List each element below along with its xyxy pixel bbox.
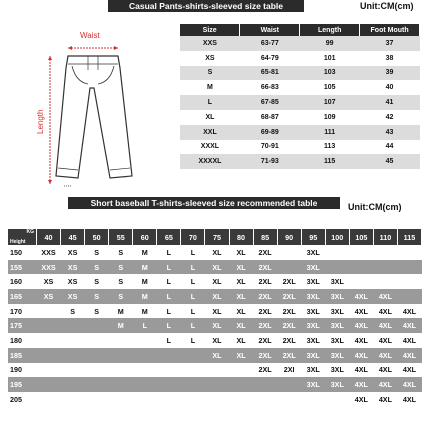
size-cell: XL: [205, 304, 229, 319]
size-cell: [373, 274, 397, 289]
table-cell: XXXXL: [180, 154, 240, 169]
table-row: [8, 289, 422, 304]
size-cell: [277, 260, 301, 275]
size-cell: 4XL: [349, 333, 373, 348]
table-cell: 39: [360, 66, 420, 81]
size-cell: M: [133, 245, 157, 260]
weight-header-cell: 85: [253, 229, 277, 245]
table-cell: 68-87: [240, 110, 300, 125]
size-cell: [229, 392, 253, 407]
size-cell: [157, 392, 181, 407]
size-cell: [37, 363, 61, 378]
size-cell: 2XI: [277, 363, 301, 378]
size-cell: S: [109, 274, 133, 289]
size-cell: XS: [37, 289, 61, 304]
size-cell: XL: [205, 348, 229, 363]
size-cell: 4XL: [373, 392, 397, 407]
size-cell: [349, 260, 373, 275]
size-cell: [37, 348, 61, 363]
table-cell: 103: [300, 66, 360, 81]
weight-header-cell: 70: [181, 229, 205, 245]
size-cell: L: [133, 318, 157, 333]
size-cell: S: [61, 304, 85, 319]
size-cell: [397, 260, 421, 275]
size-cell: [85, 318, 109, 333]
size-cell: 3XL: [301, 274, 325, 289]
height-cell: 165: [8, 289, 37, 304]
size-cell: S: [85, 274, 109, 289]
height-cell: 190: [8, 363, 37, 378]
size-cell: 3XL: [325, 304, 349, 319]
size-cell: [397, 289, 421, 304]
size-cell: [37, 318, 61, 333]
size-cell: 4XL: [397, 304, 421, 319]
size-cell: 4XL: [397, 318, 421, 333]
size-cell: [397, 245, 421, 260]
size-cell: XL: [229, 260, 253, 275]
pants-header-cell: Size: [180, 24, 240, 36]
size-cell: XS: [61, 260, 85, 275]
size-cell: L: [181, 318, 205, 333]
size-cell: S: [85, 289, 109, 304]
length-label: Length: [36, 109, 45, 134]
table-row: [8, 245, 422, 260]
size-cell: 2XL: [253, 333, 277, 348]
height-cell: 195: [8, 377, 37, 392]
size-cell: 4XL: [397, 392, 421, 407]
table-row: [8, 260, 422, 275]
size-cell: [37, 304, 61, 319]
size-cell: 2XL: [253, 318, 277, 333]
size-cell: L: [157, 274, 181, 289]
size-cell: 4XL: [349, 377, 373, 392]
size-cell: [157, 363, 181, 378]
size-cell: 2XL: [253, 245, 277, 260]
kg-label: KG: [26, 229, 34, 235]
height-cell: 155: [8, 260, 37, 275]
size-cell: XL: [205, 245, 229, 260]
size-cell: [37, 333, 61, 348]
size-cell: 4XL: [397, 377, 421, 392]
size-cell: XL: [205, 333, 229, 348]
pants-size-table-header: [180, 24, 420, 36]
table-row: [8, 363, 422, 378]
table-row: [180, 125, 420, 140]
height-cell: 205: [8, 392, 37, 407]
size-cell: 3XL: [301, 318, 325, 333]
weight-header-cell: 55: [109, 229, 133, 245]
pants-header-cell: Length: [300, 24, 360, 36]
size-cell: L: [181, 260, 205, 275]
size-cell: XS: [61, 274, 85, 289]
size-cell: S: [85, 304, 109, 319]
weight-header-cell: 50: [85, 229, 109, 245]
height-cell: 160: [8, 274, 37, 289]
table-cell: 41: [360, 95, 420, 110]
weight-header-cell: 110: [373, 229, 397, 245]
height-cell: 185: [8, 348, 37, 363]
table-cell: 64-79: [240, 51, 300, 66]
table-cell: XXL: [180, 125, 240, 140]
size-cell: 3XL: [301, 289, 325, 304]
size-cell: [181, 363, 205, 378]
table-cell: 63-77: [240, 36, 300, 51]
size-cell: [205, 363, 229, 378]
table-cell: 99: [300, 36, 360, 51]
size-cell: [133, 392, 157, 407]
size-cell: M: [109, 304, 133, 319]
table-cell: 111: [300, 125, 360, 140]
size-cell: [109, 392, 133, 407]
table-row: [8, 348, 422, 363]
size-cell: 3XL: [325, 333, 349, 348]
table-row: [180, 154, 420, 169]
table-row: [8, 318, 422, 333]
height-cell: 175: [8, 318, 37, 333]
size-cell: 4XL: [373, 377, 397, 392]
size-cell: S: [85, 245, 109, 260]
size-cell: [109, 333, 133, 348]
weight-header-cell: 80: [229, 229, 253, 245]
recommended-size-table: [8, 229, 422, 407]
size-cell: [37, 392, 61, 407]
size-cell: 2XL: [277, 333, 301, 348]
size-cell: XS: [61, 289, 85, 304]
size-cell: 4XL: [373, 363, 397, 378]
size-cell: 2XL: [253, 260, 277, 275]
table-row: [8, 274, 422, 289]
size-cell: XL: [229, 245, 253, 260]
size-cell: XL: [229, 318, 253, 333]
size-cell: [61, 318, 85, 333]
weight-header-cell: 75: [205, 229, 229, 245]
size-cell: 3XL: [325, 363, 349, 378]
size-cell: 4XL: [373, 333, 397, 348]
weight-header-cell: 40: [37, 229, 61, 245]
size-cell: [325, 245, 349, 260]
size-cell: XL: [229, 333, 253, 348]
size-cell: 2XL: [253, 348, 277, 363]
size-cell: 4XL: [397, 333, 421, 348]
table-row: [180, 95, 420, 110]
weight-header-cell: 45: [61, 229, 85, 245]
table-cell: 70-91: [240, 140, 300, 155]
table-cell: 45: [360, 154, 420, 169]
size-cell: 4XL: [349, 304, 373, 319]
table-row: [180, 140, 420, 155]
size-cell: L: [181, 304, 205, 319]
size-cell: 3XL: [301, 260, 325, 275]
size-cell: M: [133, 260, 157, 275]
size-cell: 4XL: [349, 392, 373, 407]
size-cell: [109, 363, 133, 378]
size-cell: [61, 333, 85, 348]
size-cell: 3XL: [325, 348, 349, 363]
size-cell: [61, 363, 85, 378]
size-cell: 3XL: [301, 363, 325, 378]
size-cell: [85, 392, 109, 407]
size-cell: 3XL: [301, 245, 325, 260]
table-cell: 67-85: [240, 95, 300, 110]
size-cell: [133, 348, 157, 363]
size-cell: [205, 377, 229, 392]
height-label: Height: [10, 239, 26, 245]
size-cell: XXS: [37, 245, 61, 260]
size-cell: 2XL: [277, 274, 301, 289]
height-cell: 170: [8, 304, 37, 319]
size-cell: [61, 377, 85, 392]
size-cell: XL: [229, 274, 253, 289]
size-cell: [277, 392, 301, 407]
size-cell: [253, 392, 277, 407]
size-cell: XXS: [37, 260, 61, 275]
size-cell: [181, 392, 205, 407]
size-cell: [181, 377, 205, 392]
size-cell: [277, 377, 301, 392]
size-cell: M: [133, 289, 157, 304]
table-cell: M: [180, 80, 240, 95]
size-cell: XL: [205, 318, 229, 333]
pants-header-cell: Waist: [240, 24, 300, 36]
size-cell: XL: [205, 260, 229, 275]
table-row: [8, 304, 422, 319]
table-cell: 38: [360, 51, 420, 66]
size-cell: [325, 260, 349, 275]
table-cell: 65-81: [240, 66, 300, 81]
table-cell: XS: [180, 51, 240, 66]
size-cell: [349, 245, 373, 260]
size-cell: M: [133, 274, 157, 289]
size-cell: L: [157, 333, 181, 348]
size-cell: [157, 348, 181, 363]
table-row: [180, 110, 420, 125]
size-cell: 4XL: [373, 348, 397, 363]
size-cell: [205, 392, 229, 407]
size-cell: [37, 377, 61, 392]
table-cell: XXS: [180, 36, 240, 51]
size-cell: [301, 392, 325, 407]
table-cell: XL: [180, 110, 240, 125]
size-cell: L: [157, 304, 181, 319]
size-cell: [253, 377, 277, 392]
size-cell: [229, 363, 253, 378]
table-cell: 101: [300, 51, 360, 66]
size-cell: M: [109, 318, 133, 333]
pants-diagram: [28, 26, 168, 196]
table-row: [8, 377, 422, 392]
size-cell: [85, 333, 109, 348]
size-cell: [85, 363, 109, 378]
size-cell: 3XL: [325, 377, 349, 392]
waist-label: Waist: [80, 31, 100, 40]
table-cell: 40: [360, 80, 420, 95]
size-cell: 3XL: [325, 289, 349, 304]
size-cell: 2XL: [253, 289, 277, 304]
size-cell: XL: [205, 289, 229, 304]
weight-header-cell: 65: [157, 229, 181, 245]
size-cell: XS: [61, 245, 85, 260]
size-cell: 4XL: [373, 304, 397, 319]
size-cell: [85, 348, 109, 363]
size-cell: 3XL: [301, 304, 325, 319]
size-cell: [349, 274, 373, 289]
pants-size-table-banner: Casual Pants-shirts-sleeved size table: [108, 0, 304, 12]
table-cell: 44: [360, 140, 420, 155]
size-cell: [373, 245, 397, 260]
pants-outline-icon: [28, 26, 168, 196]
size-cell: XL: [229, 289, 253, 304]
table-cell: 107: [300, 95, 360, 110]
size-cell: 3XL: [301, 377, 325, 392]
table-cell: 109: [300, 110, 360, 125]
size-cell: 2XL: [253, 304, 277, 319]
size-cell: L: [181, 274, 205, 289]
size-cell: 2XL: [277, 304, 301, 319]
size-cell: L: [157, 318, 181, 333]
size-cell: [133, 377, 157, 392]
weight-header-row: [8, 229, 422, 245]
size-cell: 4XL: [397, 363, 421, 378]
table-cell: 71-93: [240, 154, 300, 169]
table-cell: 42: [360, 110, 420, 125]
size-cell: 4XL: [397, 348, 421, 363]
size-cell: XL: [229, 348, 253, 363]
table-cell: 66-83: [240, 80, 300, 95]
size-cell: XL: [229, 304, 253, 319]
table-cell: 113: [300, 140, 360, 155]
size-cell: L: [181, 333, 205, 348]
size-cell: [229, 377, 253, 392]
size-cell: S: [109, 245, 133, 260]
table-cell: 105: [300, 80, 360, 95]
corner-cell: [8, 229, 37, 245]
size-cell: XL: [205, 274, 229, 289]
size-cell: 3XL: [325, 318, 349, 333]
pants-header-cell: Foot Mouth: [360, 24, 420, 36]
size-cell: 4XL: [349, 348, 373, 363]
size-cell: [277, 245, 301, 260]
recommended-unit-label: Unit:CM(cm): [348, 202, 402, 212]
weight-header-cell: 60: [133, 229, 157, 245]
size-cell: [181, 348, 205, 363]
size-cell: [85, 377, 109, 392]
size-cell: L: [181, 245, 205, 260]
size-cell: [373, 260, 397, 275]
size-cell: 4XL: [373, 289, 397, 304]
size-cell: M: [133, 304, 157, 319]
table-cell: S: [180, 66, 240, 81]
size-cell: 4XL: [349, 363, 373, 378]
recommended-size-table-banner: Short baseball T-shirts-sleeved size recommended table: [68, 197, 340, 209]
weight-header-cell: 105: [349, 229, 373, 245]
weight-header-cell: 100: [325, 229, 349, 245]
table-row: [180, 51, 420, 66]
size-cell: L: [157, 245, 181, 260]
table-cell: XXXL: [180, 140, 240, 155]
table-row: [180, 66, 420, 81]
size-cell: [61, 392, 85, 407]
table-row: [180, 80, 420, 95]
size-cell: 3XL: [325, 274, 349, 289]
size-cell: L: [157, 260, 181, 275]
size-cell: L: [181, 289, 205, 304]
table-row: [180, 36, 420, 51]
size-cell: 2XL: [277, 318, 301, 333]
size-cell: 2XL: [277, 289, 301, 304]
size-cell: S: [109, 260, 133, 275]
size-cell: [325, 392, 349, 407]
table-cell: L: [180, 95, 240, 110]
size-cell: [61, 348, 85, 363]
weight-header-cell: 115: [397, 229, 421, 245]
table-row: [8, 392, 422, 407]
size-cell: 4XL: [373, 318, 397, 333]
pants-size-table: [180, 24, 420, 169]
size-cell: L: [157, 289, 181, 304]
size-cell: [133, 363, 157, 378]
size-cell: 2XL: [277, 348, 301, 363]
table-cell: 115: [300, 154, 360, 169]
table-cell: 37: [360, 36, 420, 51]
size-cell: S: [109, 289, 133, 304]
size-cell: [133, 333, 157, 348]
weight-header-cell: 95: [301, 229, 325, 245]
size-cell: [397, 274, 421, 289]
size-cell: 2XL: [253, 274, 277, 289]
size-cell: XS: [37, 274, 61, 289]
size-cell: [157, 377, 181, 392]
size-cell: [109, 348, 133, 363]
height-cell: 150: [8, 245, 37, 260]
size-cell: 4XL: [349, 318, 373, 333]
weight-header-cell: 90: [277, 229, 301, 245]
size-cell: S: [85, 260, 109, 275]
table-cell: 43: [360, 125, 420, 140]
pants-unit-label: Unit:CM(cm): [360, 1, 414, 11]
size-cell: 2XL: [253, 363, 277, 378]
size-cell: 3XL: [301, 333, 325, 348]
table-cell: 69-89: [240, 125, 300, 140]
table-row: [8, 333, 422, 348]
height-cell: 180: [8, 333, 37, 348]
size-cell: 4XL: [349, 289, 373, 304]
size-cell: [109, 377, 133, 392]
size-cell: 3XL: [301, 348, 325, 363]
